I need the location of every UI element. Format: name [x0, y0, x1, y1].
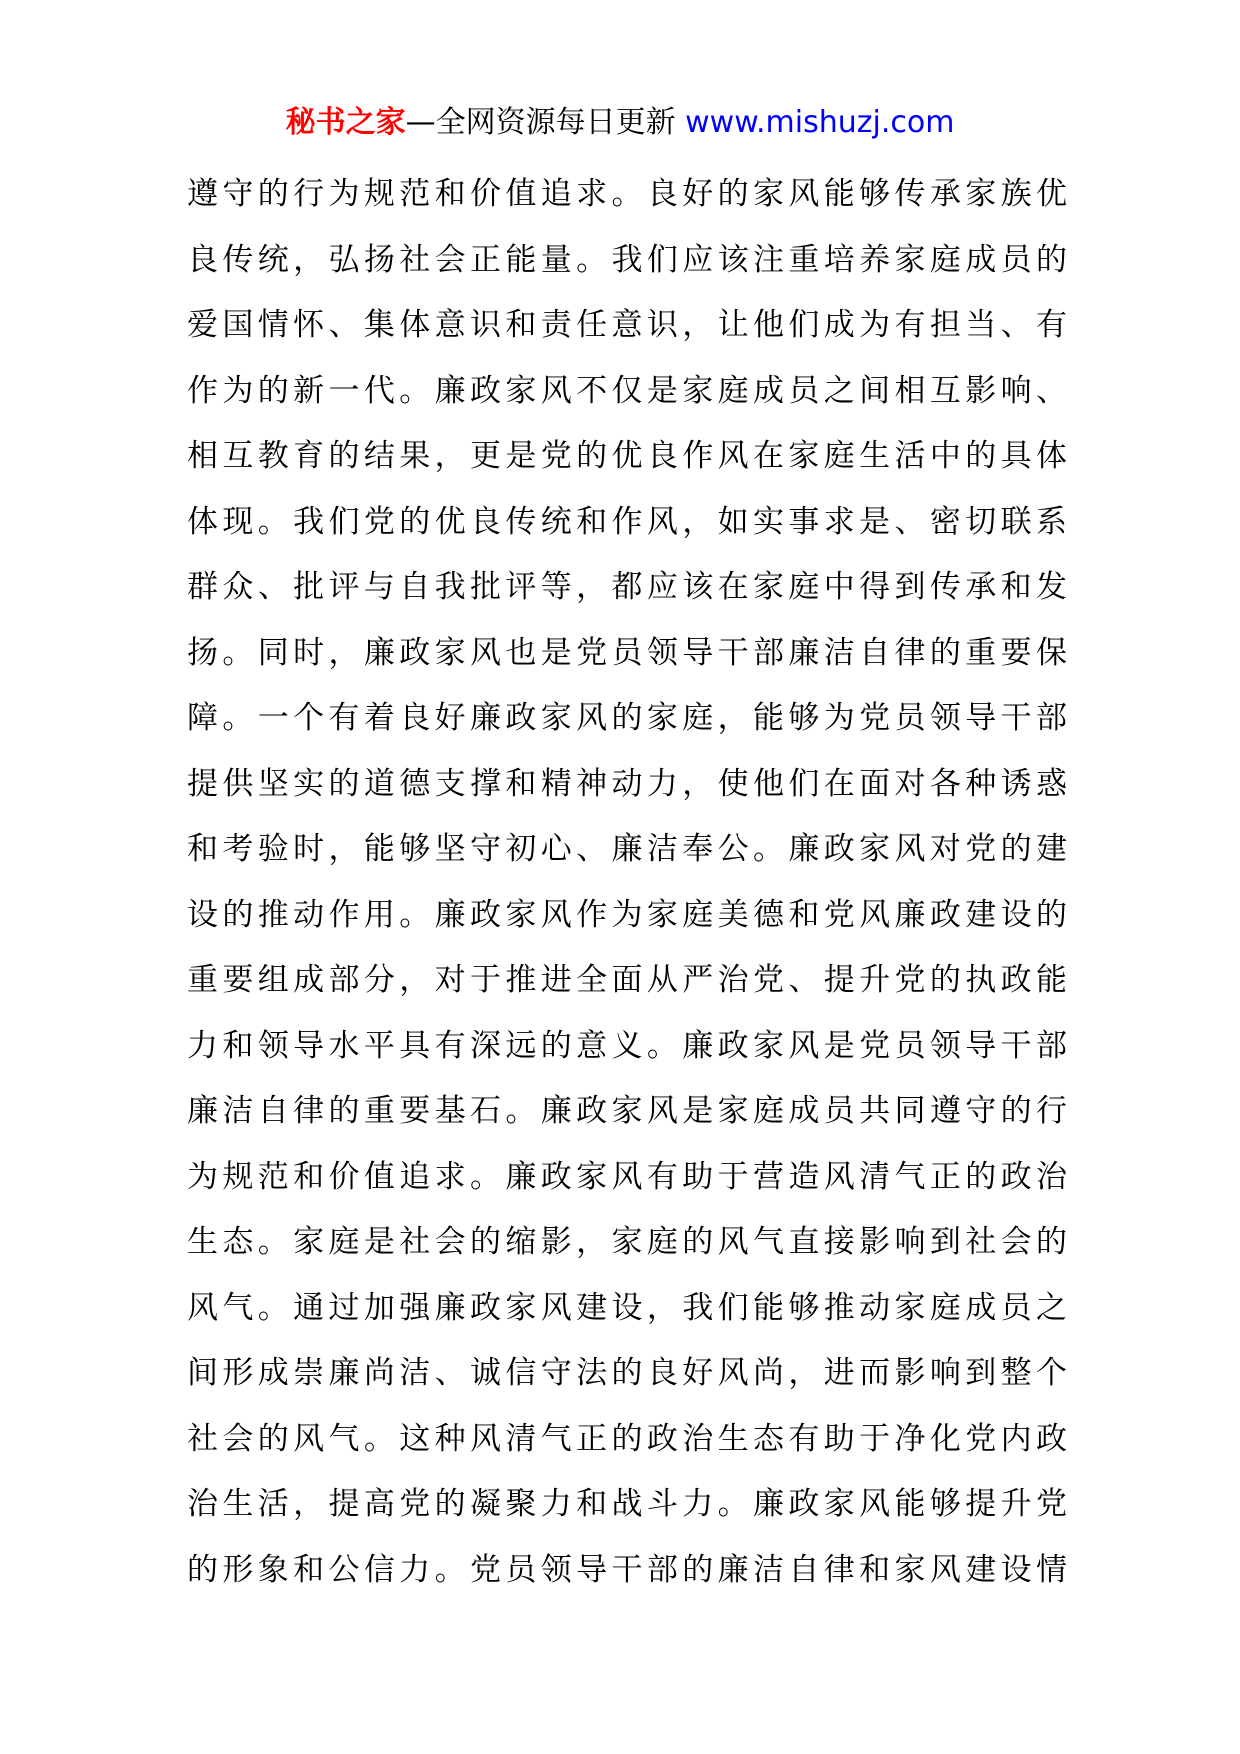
text-line: 体现。我们党的优良传统和作风，如实事求是、密切联系 [187, 503, 1067, 540]
header-tagline: —全网资源每日更新 [405, 105, 686, 140]
brand-name: 秘书之家 [285, 105, 406, 140]
text-line: 良传统，弘扬社会正能量。我们应该注重培养家庭成员的 [187, 241, 1067, 278]
text-line: 社会的风气。这种风清气正的政治生态有助于净化党内政 [187, 1420, 1067, 1457]
page-header [0, 103, 1240, 143]
text-line: 遵守的行为规范和价值追求。良好的家风能够传承家族优 [187, 176, 1067, 212]
text-line: 生态。家庭是社会的缩影，家庭的风气直接影响到社会的 [187, 1224, 1067, 1260]
text-line: 障。一个有着良好廉政家风的家庭，能够为党员领导干部 [187, 700, 1067, 736]
text-line: 设的推动作用。廉政家风作为家庭美德和党风廉政建设的 [187, 896, 1067, 933]
text-line: 相互教育的结果，更是党的优良作风在家庭生活中的具体 [187, 438, 1067, 474]
text-line: 扬。同时，廉政家风也是党员领导干部廉洁自律的重要保 [187, 634, 1067, 671]
text-line: 的形象和公信力。党员领导干部的廉洁自律和家风建设情 [187, 1551, 1067, 1588]
text-line: 廉洁自律的重要基石。廉政家风是家庭成员共同遵守的行 [187, 1093, 1067, 1129]
text-line: 和考验时，能够坚守初心、廉洁奉公。廉政家风对党的建 [187, 831, 1067, 867]
document-body [187, 162, 1067, 1603]
text-line: 作为的新一代。廉政家风不仅是家庭成员之间相互影响、 [187, 372, 1067, 409]
text-line: 力和领导水平具有深远的意义。廉政家风是党员领导干部 [187, 1027, 1067, 1064]
text-line: 重要组成部分，对于推进全面从严治党、提升党的执政能 [187, 962, 1067, 998]
text-line: 风气。通过加强廉政家风建设，我们能够推动家庭成员之 [187, 1289, 1067, 1326]
text-line: 治生活，提高党的凝聚力和战斗力。廉政家风能够提升党 [187, 1486, 1067, 1522]
text-line: 爱国情怀、集体意识和责任意识，让他们成为有担当、有 [187, 307, 1067, 343]
text-line: 群众、批评与自我批评等，都应该在家庭中得到传承和发 [187, 569, 1067, 605]
website-url[interactable]: www.mishuzj.com [685, 105, 955, 140]
text-line: 间形成崇廉尚洁、诚信守法的良好风尚，进而影响到整个 [187, 1355, 1067, 1391]
text-line: 提供坚实的道德支撑和精神动力，使他们在面对各种诱惑 [187, 765, 1067, 802]
text-line: 为规范和价值追求。廉政家风有助于营造风清气正的政治 [187, 1158, 1067, 1195]
